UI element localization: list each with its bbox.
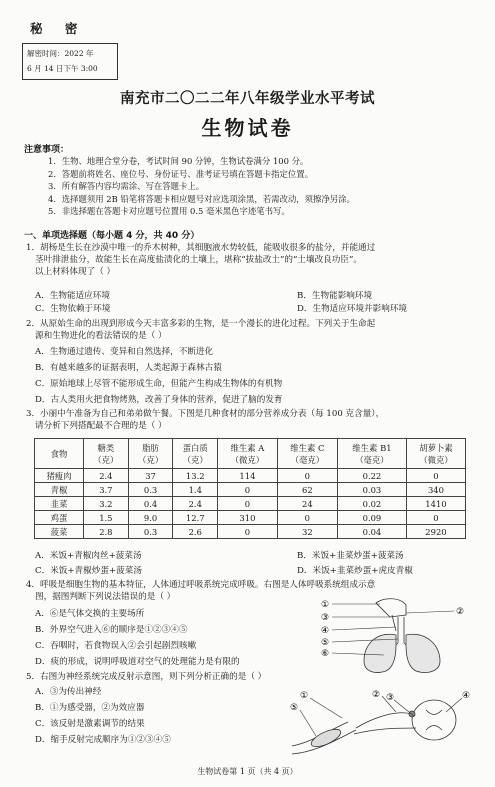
question-5: 5．右图为神经系统完成反射示意图，则下列分析正确的是（ ） bbox=[26, 672, 267, 682]
q2-stem-line: 源和生物进化的看法错误的是（ ） bbox=[35, 331, 167, 341]
table-cell: 1410 bbox=[406, 497, 465, 511]
table-cell: 鸡蛋 bbox=[35, 511, 84, 525]
resp-label-1: ① bbox=[321, 600, 330, 610]
notes-list bbox=[48, 155, 355, 218]
table-cell: 32 bbox=[277, 525, 337, 539]
table-cell: 0.22 bbox=[337, 469, 406, 483]
resp-label-2: ② bbox=[456, 607, 465, 617]
table-cell: 0.04 bbox=[337, 525, 406, 539]
exam-subtitle: 生物试卷 bbox=[201, 116, 294, 140]
q2-stem-line: 2．从原始生命的出现到形成今天丰富多彩的生物，是一个漫长的进化过程。下列关于生命起 bbox=[26, 319, 376, 329]
question-2 bbox=[26, 318, 375, 342]
q5-option-d: D．缩手反射完成顺序为①②③④⑤ bbox=[35, 735, 171, 745]
note-item: 3．所有解答内容均需涂、写在答题卡上。 bbox=[48, 181, 205, 191]
q5-option-a: A．③为传出神经 bbox=[35, 687, 102, 697]
stamp-line-1: 解密时间：2022 年 bbox=[27, 49, 94, 58]
q2-option-c: C．原始地球上尽管不能形成生命，但能产生构成生物体的有机物 bbox=[35, 379, 283, 389]
note-item: 1．生物、地理合堂分卷，考试时间 90 分钟，生物试卷满分 100 分。 bbox=[48, 156, 309, 166]
note-item: 2．答题前将姓名、座位号、身份证号、准考证号填在答题卡指定位置。 bbox=[48, 168, 313, 179]
q1-option-d: D．生物适应环境并影响环境 bbox=[297, 304, 408, 314]
reflex-label-1: ① bbox=[300, 691, 309, 701]
table-cell: 2.4 bbox=[84, 469, 129, 483]
table-cell: 2.8 bbox=[84, 525, 129, 539]
table-cell: 0.3 bbox=[128, 525, 173, 539]
table-header: 胡萝卜素 （微克） bbox=[406, 439, 465, 469]
table-cell: 24 bbox=[277, 497, 337, 511]
secret-mark: 秘 密 bbox=[30, 21, 87, 36]
q3-stem-line: 3．小丽中午准备为自己和弟弟做午餐。下图是几种食材的部分营养成分表（每 100 克含量）， bbox=[26, 409, 385, 419]
table-row bbox=[35, 497, 466, 511]
table-cell: 13.2 bbox=[173, 469, 218, 483]
table-header: 脂肪 （克） bbox=[128, 439, 173, 469]
q4-stem-line: 图，据图判断下列说法错误的是（ ） bbox=[35, 592, 176, 602]
grey-matter bbox=[426, 710, 442, 730]
table-cell: 9.0 bbox=[128, 511, 173, 525]
table-row bbox=[35, 511, 466, 525]
q4-option-c: C．吞咽时，若食物误入②会引起剧烈咳嗽 bbox=[35, 641, 197, 651]
table-cell: 114 bbox=[218, 469, 278, 483]
q1-stem-line: 茎叶排泄盐分，故能生长在高度盐渍化的土壤上，堪称“拔盐改土”的“土壤改良功臣”。 bbox=[35, 255, 362, 265]
table-cell: 猪瘦肉 bbox=[35, 469, 84, 483]
q4-stem-line: 4．呼吸是细胞生物的基本特征，人体通过呼吸系统完成呼吸。右图是人体呼吸系统组成示意 bbox=[26, 580, 376, 590]
spinal-cord bbox=[412, 700, 456, 740]
pharynx-line bbox=[392, 615, 396, 631]
q2-option-d: D．古人类用火把食物烤熟，改善了身体的营养，促进了脑的发育 bbox=[35, 395, 283, 405]
q5-option-b: B．①为感受器，②为效应器 bbox=[35, 703, 145, 713]
table-cell: 62 bbox=[277, 483, 337, 497]
table-header: 食物 bbox=[35, 439, 84, 469]
q3-option-d: D．米饭+韭菜炒蛋+虎皮青椒 bbox=[297, 566, 413, 576]
table-cell: 0 bbox=[218, 525, 278, 539]
table-cell: 0.03 bbox=[337, 483, 406, 497]
q1-stem-line: 以上材料体现了（ ） bbox=[35, 267, 116, 277]
table-cell: 0 bbox=[406, 511, 465, 525]
resp-label-5: ⑤ bbox=[321, 638, 330, 648]
table-cell: 340 bbox=[406, 483, 465, 497]
table-row bbox=[35, 469, 466, 483]
nerve-out bbox=[354, 728, 416, 734]
nerve-in bbox=[356, 713, 412, 728]
table-cell: 0.3 bbox=[128, 483, 173, 497]
table-cell: 2.6 bbox=[173, 525, 218, 539]
reflex-label-5: ⑤ bbox=[290, 703, 299, 713]
table-cell: 韭菜 bbox=[35, 497, 84, 511]
q1-option-a: A．生物能适应环境 bbox=[35, 291, 110, 301]
table-header: 维生素 B1 （毫克） bbox=[337, 439, 406, 469]
table-cell: 2920 bbox=[406, 525, 465, 539]
q3-option-a: A．米饭+青椒肉丝+菠菜汤 bbox=[35, 551, 142, 561]
q4-option-b: B．外界空气进入⑥的顺序是①②③④⑤ bbox=[35, 625, 188, 635]
table-cell: 0 bbox=[218, 497, 278, 511]
table-cell: 1.5 bbox=[84, 511, 129, 525]
table-cell: 青椒 bbox=[35, 483, 84, 497]
q3-stem-line: 请分析下列搭配最不合理的是（ ） bbox=[35, 421, 167, 431]
right-lung bbox=[406, 634, 440, 672]
resp-label-6: ⑥ bbox=[321, 649, 330, 659]
declassify-stamp bbox=[22, 43, 118, 80]
table-cell: 0.4 bbox=[128, 497, 173, 511]
reflex-label-3: ③ bbox=[386, 693, 395, 703]
resp-label-4: ④ bbox=[321, 626, 330, 636]
note-item: 4．选择题须用 2B 铅笔将答题卡相应题号对应选项涂黑，若需改动，须擦净另涂。 bbox=[48, 193, 355, 204]
q2-option-b: B．有越来越多的证据表明，人类起源于森林古猿 bbox=[35, 363, 222, 373]
table-cell: 3.2 bbox=[84, 497, 129, 511]
table-cell: 0 bbox=[277, 511, 337, 525]
table-header: 维生素 A （微克） bbox=[218, 439, 278, 469]
nutrition-table bbox=[34, 438, 466, 539]
table-row bbox=[35, 525, 466, 539]
table-cell: 0 bbox=[406, 469, 465, 483]
table-cell: 2.4 bbox=[173, 497, 218, 511]
q5-option-c: C．该反射是激素调节的结果 bbox=[35, 719, 145, 729]
note-item: 5．非选择题在答题卡对应题号位置用 0.5 毫米黑色字迹笔书写。 bbox=[48, 206, 290, 216]
table-header: 维生素 C （毫克） bbox=[277, 439, 337, 469]
resp-label-3: ③ bbox=[321, 613, 330, 623]
table-header: 糖类 （克） bbox=[84, 439, 129, 469]
q4-option-a: A．⑥是气体交换的主要场所 bbox=[35, 609, 145, 619]
q4-option-d: D．痰的形成，说明呼吸道对空气的处理能力是有限的 bbox=[35, 657, 240, 667]
q2-option-a: A．生物通过遗传、变异和自然选择，不断进化 bbox=[35, 347, 214, 357]
table-cell: 310 bbox=[218, 511, 278, 525]
table-cell: 0 bbox=[218, 483, 278, 497]
ganglion bbox=[409, 711, 415, 717]
q1-option-b: B．生物能影响环境 bbox=[297, 291, 373, 301]
nasal-cavity bbox=[376, 599, 406, 617]
table-header: 蛋白质 （克） bbox=[173, 439, 218, 469]
section-heading: 一、单项选择题（每小题 4 分，共 40 分） bbox=[24, 231, 200, 241]
stamp-line-2: 6 月 14 日下午 3:00 bbox=[27, 64, 98, 73]
table-header-row bbox=[35, 439, 466, 469]
q3-option-c: C．米饭+青椒炒蛋+菠菜汤 bbox=[35, 566, 142, 576]
exam-title: 南充市二〇二二年八年级学业水平考试 bbox=[120, 91, 375, 107]
reflex-arc-diagram bbox=[286, 688, 474, 760]
page-footer: 生物试卷第 1 页（共 4 页） bbox=[197, 767, 298, 776]
table-cell: 1.4 bbox=[173, 483, 218, 497]
q1-stem-line: 1．胡杨是生长在沙漠中唯一的乔木树种，其细胞液水势较低，能吸收很多的盐分，并能通过 bbox=[26, 243, 376, 253]
table-cell: 37 bbox=[128, 469, 173, 483]
table-cell: 3.7 bbox=[84, 483, 129, 497]
q3-option-b: B．米饭+韭菜炒蛋+菠菜汤 bbox=[297, 551, 404, 561]
respiratory-system-diagram bbox=[318, 595, 478, 680]
table-cell: 0.02 bbox=[337, 497, 406, 511]
reflex-label-2: ② bbox=[372, 690, 381, 700]
question-1 bbox=[26, 242, 375, 278]
table-cell: 12.7 bbox=[173, 511, 218, 525]
table-cell: 菠菜 bbox=[35, 525, 84, 539]
notes-heading: 注意事项： bbox=[24, 145, 70, 155]
reflex-label-4: ④ bbox=[462, 691, 471, 701]
table-row bbox=[35, 483, 466, 497]
table-cell: 0.09 bbox=[337, 511, 406, 525]
q1-option-c: C．生物依赖于环境 bbox=[35, 304, 111, 314]
question-3 bbox=[26, 408, 384, 432]
table-cell: 0 bbox=[277, 469, 337, 483]
